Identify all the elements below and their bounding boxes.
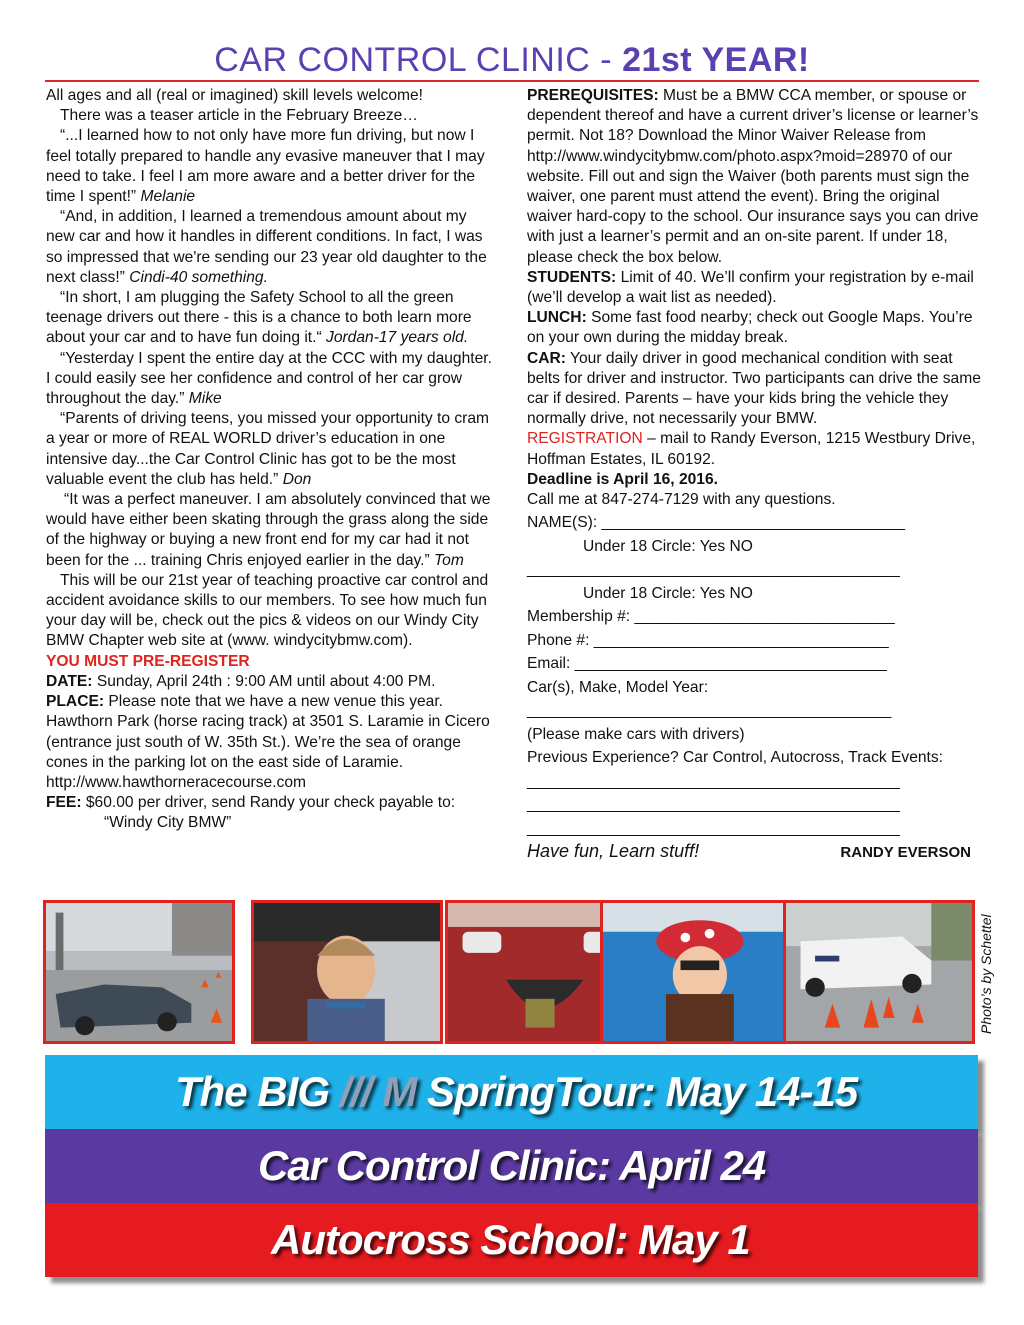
car-text: Your daily driver in good mechanical condition with seat belts for driver and instructor. Two participants can drive the same car if desired. Parents – have your kids bring the vehicle they normally drive, not necessarily your BMW. [527, 349, 981, 428]
experience-field-3[interactable]: ___________________________________________ [527, 819, 900, 837]
students-text: Limit of 40. We’ll confirm your registration by e-mail (we’ll develop a wait list as needed). [527, 268, 974, 307]
photo-white-bmw-cones [783, 900, 975, 1044]
testimonial-3 [46, 288, 498, 349]
email-field[interactable]: Email: ____________________________________ [527, 655, 887, 673]
experience-label: Previous Experience? Car Control, Autocross, Track Events: [527, 749, 944, 767]
photo-strip [43, 900, 978, 1048]
photo-parking-lot-car [43, 900, 235, 1044]
lunch-label: LUNCH: [527, 309, 587, 327]
fee-text: $60.00 per driver, send Randy your check payable to: “Windy City BMW” [81, 794, 456, 832]
fee-label: FEE: [46, 794, 82, 812]
testimonial-4-text: “Yesterday I spent the entire day at the CCC with my daughter. I could easily see her confidence and control of her car grow throughout the day.” [46, 349, 492, 408]
lunch-text: Some fast food nearby; check out Google Maps. You’re on your own during the midday break. [527, 309, 973, 347]
prereq-label: PREREQUISITES: [527, 87, 659, 104]
testimonial-1-cite: Melanie [140, 188, 196, 206]
testimonial-5-text: “Parents of driving teens, you missed your opportunity to cram a year or more of REAL WORLD driver’s education in one intensive day...the Car Control Clinic has got to be the most valuable event the club has held.” [46, 410, 490, 488]
photo-driver-hat-image [603, 903, 789, 1041]
banner-spring-tour-prefix: The BIG [175, 1068, 340, 1115]
experience-field-1[interactable]: ___________________________________________ [527, 772, 900, 790]
under18-circle-1[interactable]: Under 18 Circle: Yes NO [583, 537, 753, 555]
testimonial-6-text: “It was a perfect maneuver. I am absolutely convinced that we would have either been skating through the grass along the side of the highway or buying a new front end for my car had it not been for the ... training Chris enjoyed earlier in the day.” [46, 491, 491, 569]
title-plain: CAR CONTROL CLINIC - [214, 41, 623, 79]
banner-spring-tour [45, 1055, 978, 1129]
prereq-text: Must be a BMW CCA member, or spouse or dependent thereof and have a current driver’s license or learner’s permit. Not 18? Download the Minor Waiver Release from http://www.windycitybmw.com/photo.aspx?moid=28970 of our website. Fill out and sign the Waiver (both parents must sign the waiver, one parent must attend the event). Bring the original waiver hard-copy to the school. Our insurance says you can drive with just a learner’s permit and an on-site parent. If under 18, please check the box below. [527, 87, 979, 266]
lunch-line [527, 308, 981, 348]
preregister-notice: YOU MUST PRE-REGISTER [46, 652, 250, 670]
students-line [527, 268, 981, 308]
photo-parking-lot-car-image [46, 903, 232, 1041]
place-text: Please note that we have a new venue this year. Hawthorn Park (horse racing track) at 3501 S. Laramie in Cicero (entrance just south of W. 35th St.). We’re the sea of orange cones in the parking lot on the east side of Laramie. http://www.hawthorneracecourse.com [46, 693, 490, 791]
banner-car-control-clinic [45, 1129, 978, 1203]
car-label: CAR: [527, 349, 566, 367]
signature-line [527, 841, 981, 863]
testimonial-5-cite: Don [282, 470, 312, 488]
second-name-field[interactable]: ___________________________________________ [527, 561, 900, 579]
banner-spring-tour-text [175, 1068, 857, 1115]
registration-text: – mail to Randy Everson, 1215 Westbury Drive, Hoffman Estates, IL 60192. [527, 430, 976, 468]
photo-white-bmw-cones-image [786, 903, 972, 1041]
photo-smiling-driver-image [254, 903, 440, 1041]
photo-credit: Photo’s by Schettel [978, 914, 994, 1034]
title-bold: 21st YEAR! [622, 41, 810, 79]
signature-name: RANDY EVERSON [840, 844, 971, 862]
testimonial-2-cite: Cindi-40 something. [129, 268, 268, 286]
testimonial-2 [46, 207, 498, 288]
have-fun-text: Have fun, Learn stuff! [527, 841, 700, 862]
registration-label: REGISTRATION [527, 430, 643, 448]
call-line: Call me at 847-274-7129 with any questions. [527, 491, 836, 509]
testimonial-1-text: “...I learned how to not only have more fun driving, but now I feel totally prepared to handle any evasive maneuver that I may need to take. I feel I am more aware and a better driver for the time I spent!” [46, 127, 485, 206]
testimonial-4-cite: Mike [188, 390, 222, 408]
under18-circle-2[interactable]: Under 18 Circle: Yes NO [583, 584, 753, 602]
experience-field-2[interactable]: ___________________________________________ [527, 796, 900, 814]
membership-field[interactable]: Membership #: ______________________________ [527, 608, 895, 626]
testimonial-4 [46, 349, 498, 410]
testimonial-2-text: “And, in addition, I learned a tremendous amount about my new car and how it handles in different conditions. In fact, I was so impressed that we're sending our 23 year old daughter to the next class!” [46, 208, 487, 286]
intro-welcome: All ages and all (real or imagined) skill levels welcome! [46, 87, 424, 104]
date-line [46, 672, 498, 692]
place-label: PLACE: [46, 693, 105, 711]
banner-car-control-clinic-text: Car Control Clinic: April 24 [258, 1142, 766, 1189]
date-text: Sunday, April 24th : 9:00 AM until about 4:00 PM. [92, 672, 436, 690]
banner-autocross-school [45, 1203, 978, 1277]
right-column [527, 86, 981, 863]
fee-line [46, 793, 498, 833]
names-field[interactable]: NAME(S): ___________________________________ [527, 514, 906, 532]
title-rule [45, 80, 979, 82]
phone-field[interactable]: Phone #: __________________________________ [527, 631, 889, 649]
left-column [46, 86, 498, 834]
testimonial-1 [46, 126, 498, 207]
testimonial-6 [46, 490, 498, 571]
testimonial-3-cite: Jordan-17 years old. [326, 329, 469, 347]
intro-21st-year: This will be our 21st year of teaching proactive car control and accident avoidance skills to our members. To see how much fun your day will be, check out the pics & videos on our Windy City BMW Chapter web site at (www. windycitybmw.com). [46, 571, 489, 650]
registration-line [527, 429, 981, 469]
testimonial-6-cite: Tom [434, 551, 464, 569]
m-stripes-logo: /// M [339, 1068, 417, 1115]
cars-field[interactable]: __________________________________________ [527, 702, 892, 720]
testimonial-5 [46, 409, 498, 490]
banner-autocross-school-text: Autocross School: May 1 [271, 1216, 750, 1263]
event-banners [45, 1055, 978, 1277]
intro-teaser: There was a teaser article in the February Breeze… [60, 107, 418, 125]
banner-spring-tour-suffix: SpringTour: May 14-15 [416, 1068, 858, 1115]
photo-driver-hat [600, 900, 792, 1044]
deadline: Deadline is April 16, 2016. [527, 470, 718, 488]
car-line [527, 349, 981, 430]
prereq-line [527, 86, 981, 268]
date-label: DATE: [46, 672, 93, 690]
cars-label: Car(s), Make, Model Year: [527, 678, 709, 696]
students-label: STUDENTS: [527, 268, 617, 286]
photo-smiling-driver [251, 900, 443, 1044]
page-title [0, 38, 1024, 82]
place-line [46, 692, 498, 793]
testimonial-3-text: “In short, I am plugging the Safety School to all the green teenage drivers out there - this is a chance to both learn more about your car and to have fun doing it.“ [46, 289, 472, 347]
cars-note: (Please make cars with drivers) [527, 725, 745, 743]
